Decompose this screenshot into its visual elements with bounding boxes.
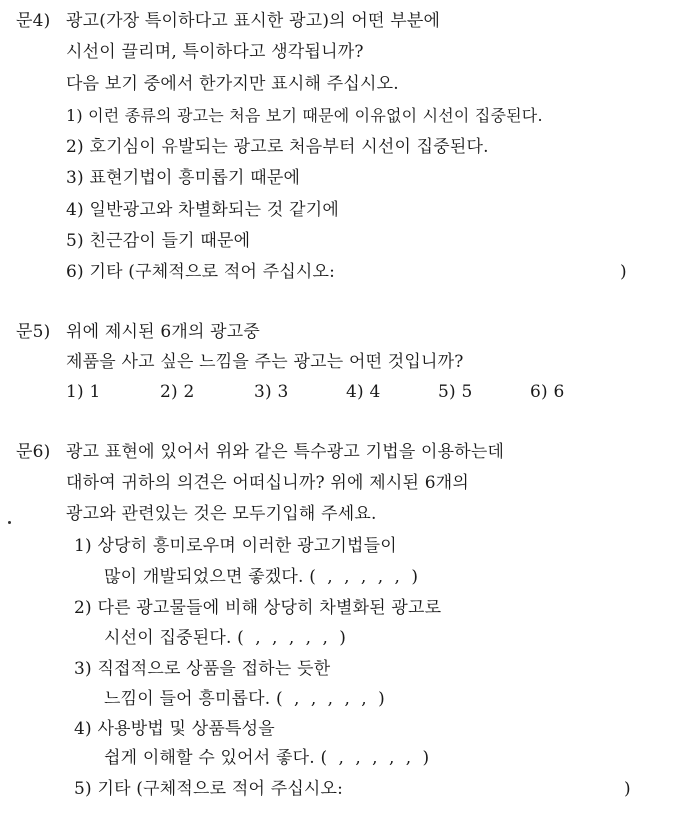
q4-option-1: 1) 이런 종류의 광고는 처음 보기 때문에 이유없이 시선이 집중된다. [66, 106, 543, 125]
q6-option-4-line-2: 쉽게 이해할 수 있어서 좋다. ( , , , , , ) [104, 748, 430, 768]
q6-label: 문6) [16, 442, 51, 462]
q6-option-other: 5) 기타 (구체적으로 적어 주십시오: [74, 779, 344, 799]
q6-option-4-line-1: 4) 사용방법 및 상품특성을 [74, 719, 275, 739]
q4-option-2: 2) 호기심이 유발되는 광고로 처음부터 시선이 집중된다. [66, 137, 489, 157]
q5-choice-1: 1) 1 [66, 382, 101, 402]
q6-text-line-3: 광고와 관련있는 것은 모두기입해 주세요. [66, 504, 377, 524]
q5-choice-6: 6) 6 [530, 382, 565, 402]
q5-text-line-1: 위에 제시된 6개의 광고중 [66, 322, 261, 342]
q4-option-other-close: ) [620, 262, 627, 282]
q6-option-2-line-2: 시선이 집중된다. ( , , , , , ) [104, 628, 347, 648]
q4-option-other: 6) 기타 (구체적으로 적어 주십시오: [66, 262, 336, 282]
q5-choice-3: 3) 3 [254, 382, 289, 402]
q4-text-line-1: 광고(가장 특이하다고 표시한 광고)의 어떤 부분에 [66, 11, 441, 31]
q6-option-1-line-2: 많이 개발되었으면 좋겠다. ( , , , , , ) [104, 567, 419, 587]
q6-text-line-1: 광고 표현에 있어서 위와 같은 특수광고 기법을 이용하는데 [66, 442, 505, 462]
q5-label: 문5) [16, 322, 51, 342]
q4-option-5: 5) 친근감이 들기 때문에 [66, 231, 251, 251]
q4-option-4: 4) 일반광고와 차별화되는 것 같기에 [66, 200, 339, 220]
q5-choice-5: 5) 5 [438, 382, 473, 402]
q4-label: 문4) [16, 11, 51, 31]
q6-option-2-line-1: 2) 다른 광고물들에 비해 상당히 차별화된 광고로 [74, 598, 442, 618]
q4-option-3: 3) 표현기법이 흥미롭기 때문에 [66, 168, 301, 188]
q4-text-line-2: 시선이 끌리며, 특이하다고 생각됩니까? [66, 42, 364, 62]
q6-option-1-line-1: 1) 상당히 흥미로우며 이러한 광고기법들이 [74, 536, 397, 556]
q5-choice-4: 4) 4 [346, 382, 381, 402]
q6-option-3-line-1: 3) 직접적으로 상품을 접하는 듯한 [74, 659, 331, 679]
q6-option-other-close: ) [624, 779, 631, 799]
q6-text-line-2: 대하여 귀하의 의견은 어떠십니까? 위에 제시된 6개의 [66, 473, 470, 493]
q5-choice-2: 2) 2 [160, 382, 195, 402]
q5-text-line-2: 제품을 사고 싶은 느낌을 주는 광고는 어떤 것입니까? [66, 352, 464, 372]
stray-mark [8, 521, 11, 524]
q4-text-line-3: 다음 보기 중에서 한가지만 표시해 주십시오. [66, 74, 399, 94]
q6-option-3-line-2: 느낌이 들어 흥미롭다. ( , , , , , ) [104, 689, 385, 709]
